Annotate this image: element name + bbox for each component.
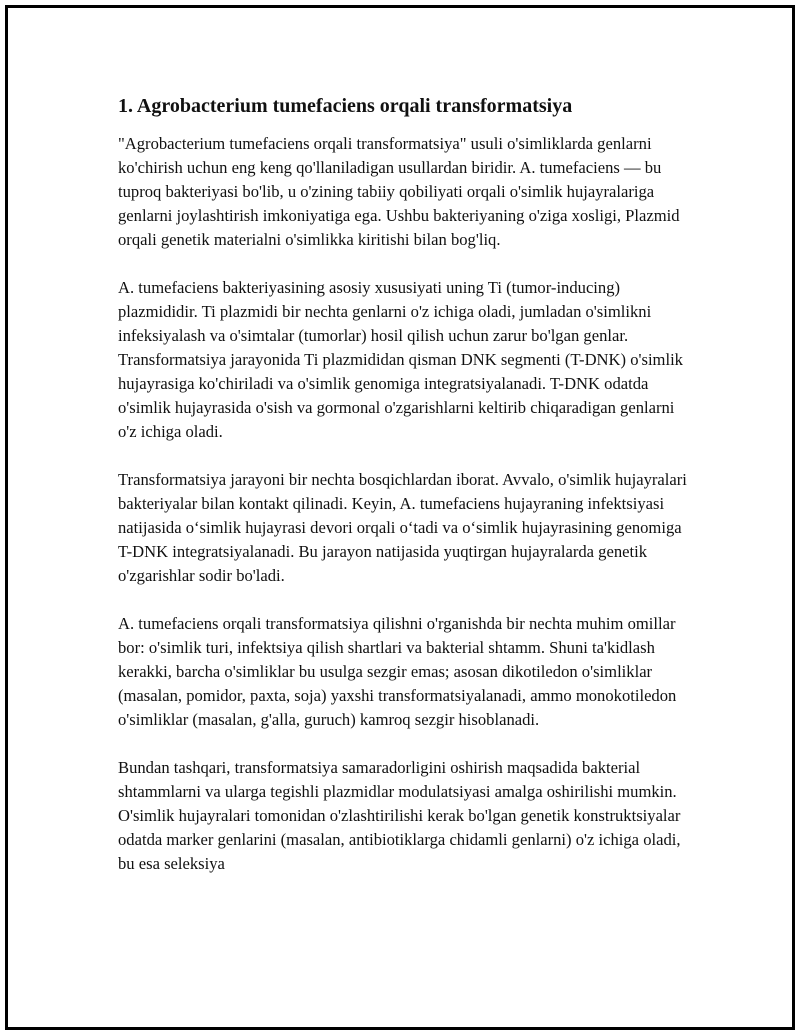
paragraph-1: "Agrobacterium tumefaciens orqali transformatsiya" usuli o'simliklarda genlarni ko'chirish uchun eng keng qo'llaniladigan usullardan biridir. A. tumefaciens — bu tuproq bakteriyasi bo'lib, u o'zining tabiiy qobiliyati orqali o'simlik hujayralariga genlarni joylashtirish imkoniyatiga ega. Ushbu bakteriyaning o'ziga xosligi, Plazmid orqali genetik materialni o'simlikka kiritishi bilan bog'liq.	[118, 134, 680, 249]
section-heading: 1. Agrobacterium tumefaciens orqali transformatsiya	[118, 95, 573, 117]
paragraph-4: A. tumefaciens orqali transformatsiya qilishni o'rganishda bir nechta muhim omillar bor: o'simlik turi, infektsiya qilish shartlari va bakterial shtamm. Shuni ta'kidlash kerakki, barcha o'simliklar bu usulga sezgir emas; asosan dikotiledon o'simliklar (masalan, pomidor, paxta, soja) yaxshi transformatsiyalanadi, ammo monokotiledon o'simliklar (masalan, g'alla, guruch) kamroq sezgir hisoblanadi.	[118, 614, 677, 729]
document-body	[118, 92, 688, 900]
paragraph-5: Bundan tashqari, transformatsiya samaradorligini oshirish maqsadida bakterial shtammlarni va ularga tegishli plazmidlar modulatsiyasi amalga oshirilishi mumkin. O'simlik hujayralari tomonidan o'zlashtirilishi kerak bo'lgan genetik konstruktsiyalar odatda marker genlarini (masalan, antibiotiklarga chidamli genlarni) o'z ichiga oladi, bu esa seleksiya	[118, 758, 681, 873]
paragraph-3: Transformatsiya jarayoni bir nechta bosqichlardan iborat. Avvalo, o'simlik hujayralari bakteriyalar bilan kontakt qilinadi. Keyin, A. tumefaciens hujayraning infektsiyasi natijasida o‘simlik hujayrasi devori orqali o‘tadi va o‘simlik hujayrasining genomiga T-DNK integratsiyalanadi. Bu jarayon natijasida yuqtirgan hujayralarda genetik o'zgarishlar sodir bo'ladi.	[118, 470, 687, 585]
paragraph-2: A. tumefaciens bakteriyasining asosiy xususiyati uning Ti (tumor-inducing) plazmididir. Ti plazmidi bir nechta genlarni o'z ichiga oladi, jumladan o'simlikni infeksiyalash va o'simtalar (tumorlar) hosil qilish uchun zarur bo'lgan genlar. Transformatsiya jarayonida Ti plazmididan qisman DNK segmenti (T-DNK) o'simlik hujayrasiga ko'chiriladi va o'simlik genomiga integratsiyalanadi. T-DNK odatda o'simlik hujayrasida o'sish va gormonal o'zgarishlarni keltirib chiqaradigan genlarni o'z ichiga oladi.	[118, 278, 683, 441]
